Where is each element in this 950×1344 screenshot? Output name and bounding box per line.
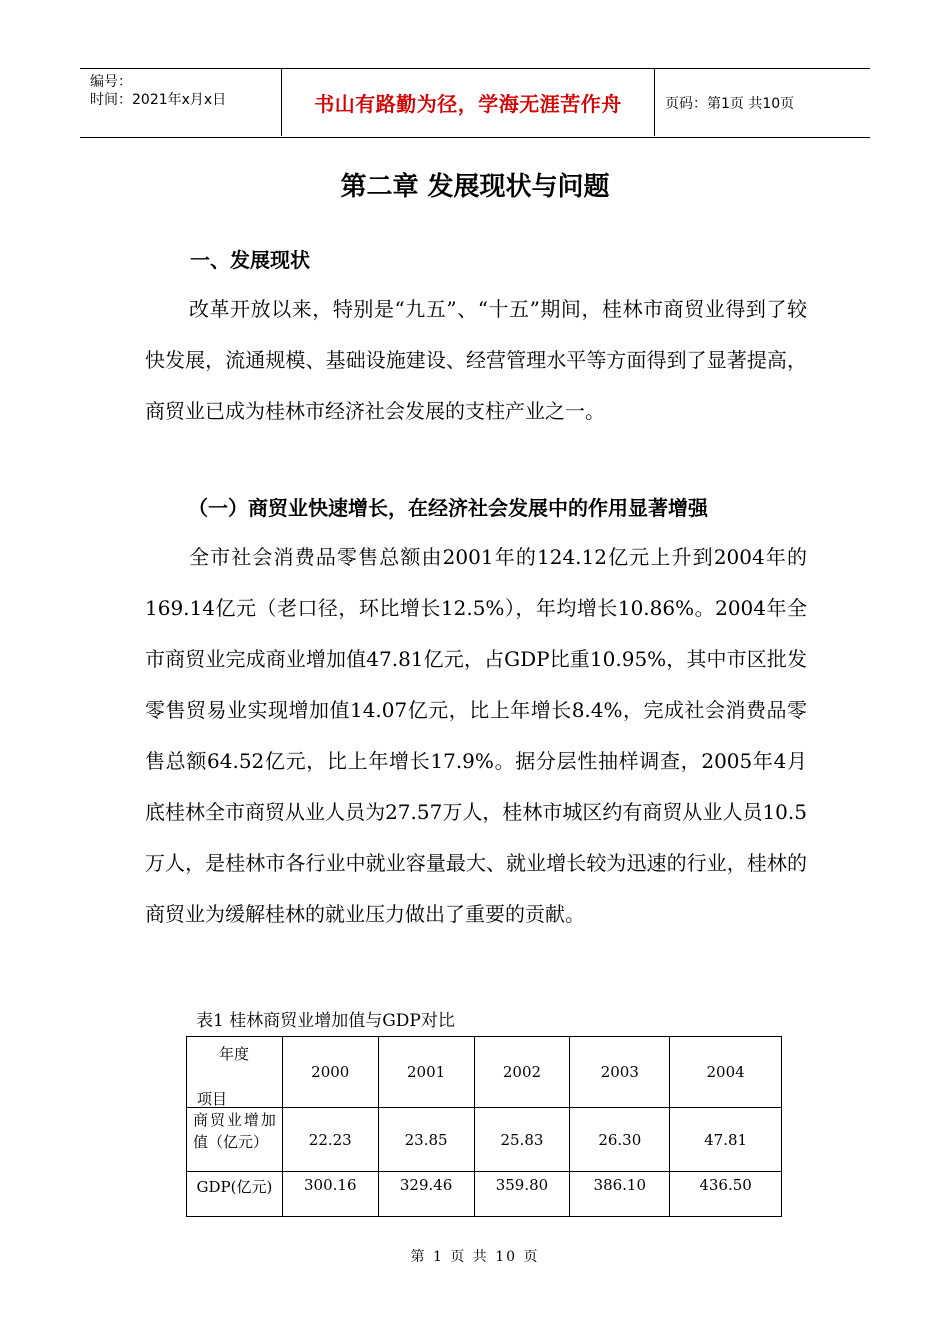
table-cell: 26.30	[570, 1108, 670, 1172]
table-cell: 23.85	[378, 1108, 474, 1172]
corner-year-label: 年度	[219, 1045, 250, 1063]
document-number: 编号：	[90, 74, 132, 90]
year-header: 2004	[670, 1037, 782, 1108]
table-cell: 22.23	[282, 1108, 378, 1172]
table-corner-cell	[187, 1037, 283, 1108]
table-caption: 表1 桂林商贸业增加值与GDP对比	[196, 1011, 455, 1031]
year-header: 2001	[378, 1037, 474, 1108]
table-cell: 47.81	[670, 1108, 782, 1172]
corner-item-label: 项目	[197, 1090, 228, 1108]
table-cell: 386.10	[570, 1172, 670, 1217]
row-label	[187, 1108, 283, 1172]
subsection-title: （一）商贸业快速增长，在经济社会发展中的作用显著增强	[188, 496, 708, 520]
header-page-info: 页码：第1页 共10页	[665, 95, 795, 112]
page-header	[80, 68, 870, 138]
comparison-table	[186, 1036, 782, 1217]
row-label: GDP(亿元)	[187, 1172, 283, 1217]
table-cell: 25.83	[474, 1108, 570, 1172]
header-meta	[90, 73, 280, 109]
chapter-title: 第二章 发展现状与问题	[340, 172, 610, 202]
table-cell: 329.46	[378, 1172, 474, 1217]
document-date: 时间：2021年x月x日	[90, 92, 227, 108]
table-cell: 300.16	[282, 1172, 378, 1217]
table-cell: 359.80	[474, 1172, 570, 1217]
page-footer: 第 1 页 共 10 页	[410, 1249, 540, 1265]
table-row	[187, 1108, 782, 1172]
paragraph-intro: 改革开放以来，特别是“九五”、“十五”期间，桂林市商贸业得到了较快发展，流通规模、基础设施建设、经营管理水平等方面得到了显著提高，商贸业已成为桂林市经济社会发展的支柱产业之一。	[145, 297, 807, 423]
year-header: 2002	[474, 1037, 570, 1108]
section-title: 一、发展现状	[190, 248, 310, 272]
header-motto: 书山有路勤为径，学海无涯苦作舟	[281, 69, 655, 136]
year-header: 2003	[570, 1037, 670, 1108]
year-header: 2000	[282, 1037, 378, 1108]
table-cell: 436.50	[670, 1172, 782, 1217]
table-header-row	[187, 1037, 782, 1108]
table-row	[187, 1172, 782, 1217]
paragraph-growth: 全市社会消费品零售总额由2001年的124.12亿元上升到2004年的169.14亿元（老口径，环比增长12.5%），年均增长10.86%。2004年全市商贸业完成商业增加值47.81亿元，占GDP比重10.95%，其中市区批发零售贸易业实现增加值14.07亿元，比上年增长8.4%，完成社会消费品零售总额64.52亿元，比上年增长17.9%。据分层性抽样调查，2005年4月底桂林全市商贸从业人员为27.57万人，桂林市城区约有商贸从业人员10.5万人，是桂林市各行业中就业容量最大、就业增长较为迅速的行业，桂林的商贸业为缓解桂林的就业压力做出了重要的贡献。	[145, 545, 807, 926]
row-label-text: 商贸业增加值（亿元）	[193, 1110, 276, 1151]
